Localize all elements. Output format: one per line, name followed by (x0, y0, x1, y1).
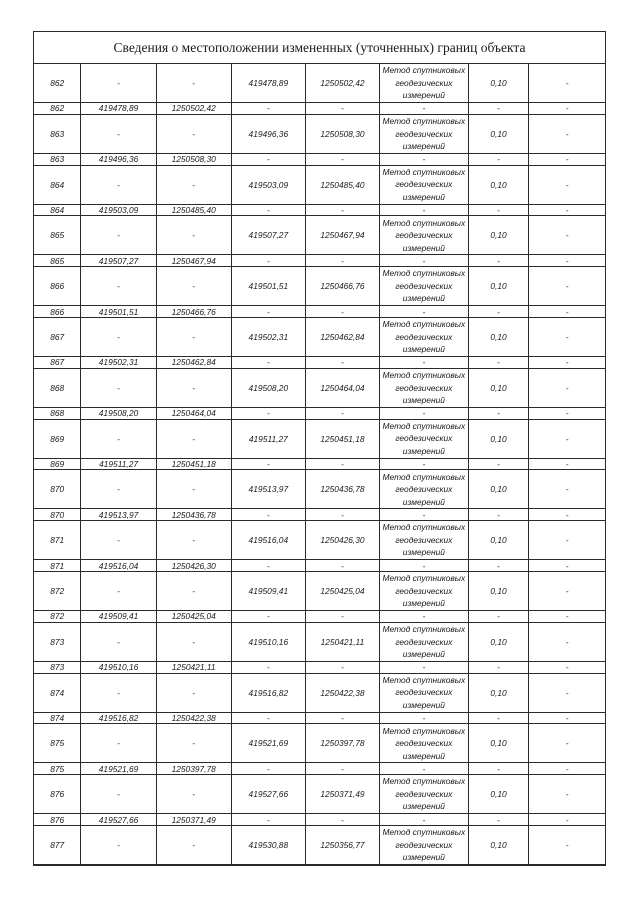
table-row-existing-point (34, 204, 605, 216)
old-x-cell: - (81, 470, 156, 509)
table-row-existing-point (34, 103, 605, 115)
method-cell: Метод спутниковых геодезических измерений (380, 216, 469, 255)
point-number-cell: 869 (34, 419, 81, 458)
old-x-cell: - (81, 521, 156, 560)
point-number-cell: 872 (34, 571, 81, 610)
new-x-cell: 419508,20 (231, 368, 305, 407)
new-y-cell: 1250421,11 (305, 622, 379, 661)
accuracy-cell: 0,10 (468, 368, 529, 407)
description-cell: - (529, 267, 605, 306)
description-cell: - (529, 470, 605, 509)
old-x-cell: 419527,66 (81, 814, 156, 826)
description-cell: - (529, 622, 605, 661)
old-x-cell: - (81, 622, 156, 661)
point-number-cell: 870 (34, 509, 81, 521)
description-cell: - (529, 712, 605, 724)
table-row-new-point (34, 419, 605, 458)
method-cell: Метод спутниковых геодезических измерений (380, 673, 469, 712)
old-y-cell: - (156, 470, 231, 509)
new-y-cell: - (305, 356, 379, 368)
method-cell: - (380, 712, 469, 724)
old-x-cell: 419508,20 (81, 407, 156, 419)
description-cell: - (529, 368, 605, 407)
old-y-cell: 1250508,30 (156, 153, 231, 165)
description-cell: - (529, 814, 605, 826)
description-cell: - (529, 571, 605, 610)
new-x-cell: - (231, 610, 305, 622)
new-y-cell: 1250422,38 (305, 673, 379, 712)
table-row-existing-point (34, 814, 605, 826)
new-y-cell: 1250436,78 (305, 470, 379, 509)
old-y-cell: - (156, 216, 231, 255)
description-cell: - (529, 724, 605, 763)
new-y-cell: 1250464,04 (305, 368, 379, 407)
old-y-cell: - (156, 571, 231, 610)
description-cell: - (529, 317, 605, 356)
old-y-cell: 1250466,76 (156, 306, 231, 318)
description-cell: - (529, 153, 605, 165)
old-y-cell: - (156, 267, 231, 306)
new-y-cell: 1250451,18 (305, 419, 379, 458)
old-x-cell: - (81, 64, 156, 103)
description-cell: - (529, 775, 605, 814)
old-y-cell: - (156, 521, 231, 560)
new-x-cell: 419511,27 (231, 419, 305, 458)
point-number-cell: 864 (34, 165, 81, 204)
new-x-cell: 419509,41 (231, 571, 305, 610)
old-y-cell: - (156, 673, 231, 712)
method-cell: - (380, 306, 469, 318)
description-cell: - (529, 763, 605, 775)
description-cell: - (529, 521, 605, 560)
point-number-cell: 868 (34, 368, 81, 407)
new-x-cell: - (231, 255, 305, 267)
point-number-cell: 871 (34, 560, 81, 572)
accuracy-cell: - (468, 153, 529, 165)
new-y-cell: - (305, 153, 379, 165)
description-cell: - (529, 64, 605, 103)
old-x-cell: - (81, 368, 156, 407)
old-x-cell: 419511,27 (81, 458, 156, 470)
new-y-cell: - (305, 103, 379, 115)
method-cell: - (380, 814, 469, 826)
description-cell: - (529, 407, 605, 419)
new-x-cell: 419507,27 (231, 216, 305, 255)
old-y-cell: 1250426,30 (156, 560, 231, 572)
point-number-cell: 864 (34, 204, 81, 216)
new-x-cell: 419501,51 (231, 267, 305, 306)
new-x-cell: 419530,88 (231, 825, 305, 864)
new-y-cell: - (305, 306, 379, 318)
accuracy-cell: - (468, 560, 529, 572)
old-x-cell: - (81, 419, 156, 458)
new-y-cell: 1250425,04 (305, 571, 379, 610)
table-row-new-point (34, 724, 605, 763)
new-x-cell: - (231, 509, 305, 521)
old-y-cell: 1250371,49 (156, 814, 231, 826)
new-y-cell: 1250462,84 (305, 317, 379, 356)
table-row-new-point (34, 673, 605, 712)
old-y-cell: - (156, 64, 231, 103)
table-row-existing-point (34, 610, 605, 622)
old-y-cell: - (156, 825, 231, 864)
point-number-cell: 875 (34, 724, 81, 763)
new-y-cell: - (305, 509, 379, 521)
point-number-cell: 876 (34, 814, 81, 826)
new-y-cell: 1250485,40 (305, 165, 379, 204)
new-x-cell: - (231, 204, 305, 216)
new-x-cell: - (231, 356, 305, 368)
new-x-cell: 419521,69 (231, 724, 305, 763)
table-row-new-point (34, 216, 605, 255)
description-cell: - (529, 356, 605, 368)
accuracy-cell: 0,10 (468, 419, 529, 458)
table-row-existing-point (34, 356, 605, 368)
old-x-cell: - (81, 114, 156, 153)
new-y-cell: - (305, 712, 379, 724)
old-y-cell: - (156, 165, 231, 204)
old-x-cell: 419501,51 (81, 306, 156, 318)
old-x-cell: - (81, 724, 156, 763)
old-x-cell: - (81, 775, 156, 814)
new-x-cell: 419496,36 (231, 114, 305, 153)
new-y-cell: - (305, 560, 379, 572)
method-cell: Метод спутниковых геодезических измерений (380, 775, 469, 814)
old-y-cell: 1250422,38 (156, 712, 231, 724)
method-cell: - (380, 763, 469, 775)
method-cell: - (380, 458, 469, 470)
method-cell: - (380, 509, 469, 521)
new-y-cell: 1250371,49 (305, 775, 379, 814)
new-x-cell: - (231, 763, 305, 775)
new-x-cell: 419516,82 (231, 673, 305, 712)
new-y-cell: - (305, 814, 379, 826)
accuracy-cell: - (468, 661, 529, 673)
new-y-cell: - (305, 407, 379, 419)
table-row-new-point (34, 317, 605, 356)
old-x-cell: - (81, 673, 156, 712)
method-cell: - (380, 356, 469, 368)
new-x-cell: - (231, 306, 305, 318)
table-row-new-point (34, 571, 605, 610)
table-title: Сведения о местоположении измененных (уточненных) границ объекта (34, 32, 605, 64)
point-number-cell: 868 (34, 407, 81, 419)
old-x-cell: 419513,97 (81, 509, 156, 521)
accuracy-cell: 0,10 (468, 114, 529, 153)
accuracy-cell: 0,10 (468, 673, 529, 712)
coordinates-table (34, 64, 605, 865)
old-y-cell: - (156, 622, 231, 661)
description-cell: - (529, 509, 605, 521)
new-x-cell: 419502,31 (231, 317, 305, 356)
table-row-existing-point (34, 712, 605, 724)
old-y-cell: 1250451,18 (156, 458, 231, 470)
old-y-cell: 1250485,40 (156, 204, 231, 216)
new-x-cell: - (231, 712, 305, 724)
description-cell: - (529, 114, 605, 153)
table-row-existing-point (34, 560, 605, 572)
accuracy-cell: 0,10 (468, 267, 529, 306)
method-cell: - (380, 661, 469, 673)
accuracy-cell: 0,10 (468, 317, 529, 356)
method-cell: Метод спутниковых геодезических измерений (380, 64, 469, 103)
old-x-cell: 419502,31 (81, 356, 156, 368)
table-row-new-point (34, 114, 605, 153)
accuracy-cell: 0,10 (468, 64, 529, 103)
point-number-cell: 875 (34, 763, 81, 775)
accuracy-cell: - (468, 407, 529, 419)
new-y-cell: 1250397,78 (305, 724, 379, 763)
point-number-cell: 876 (34, 775, 81, 814)
point-number-cell: 865 (34, 255, 81, 267)
method-cell: Метод спутниковых геодезических измерений (380, 419, 469, 458)
accuracy-cell: - (468, 103, 529, 115)
point-number-cell: 873 (34, 622, 81, 661)
old-y-cell: - (156, 724, 231, 763)
table-row-new-point (34, 775, 605, 814)
accuracy-cell: - (468, 610, 529, 622)
method-cell: Метод спутниковых геодезических измерений (380, 114, 469, 153)
table-row-existing-point (34, 661, 605, 673)
old-x-cell: 419510,16 (81, 661, 156, 673)
table-row-existing-point (34, 255, 605, 267)
point-number-cell: 866 (34, 267, 81, 306)
table-row-new-point (34, 368, 605, 407)
method-cell: Метод спутниковых геодезических измерений (380, 368, 469, 407)
new-x-cell: - (231, 661, 305, 673)
old-x-cell: - (81, 825, 156, 864)
point-number-cell: 867 (34, 356, 81, 368)
accuracy-cell: 0,10 (468, 521, 529, 560)
table-row-existing-point (34, 407, 605, 419)
table-row-new-point (34, 521, 605, 560)
point-number-cell: 862 (34, 64, 81, 103)
accuracy-cell: 0,10 (468, 470, 529, 509)
accuracy-cell: - (468, 356, 529, 368)
old-y-cell: 1250502,42 (156, 103, 231, 115)
old-y-cell: 1250421,11 (156, 661, 231, 673)
new-x-cell: 419510,16 (231, 622, 305, 661)
description-cell: - (529, 458, 605, 470)
method-cell: Метод спутниковых геодезических измерений (380, 622, 469, 661)
accuracy-cell: - (468, 712, 529, 724)
table-row-existing-point (34, 306, 605, 318)
description-cell: - (529, 216, 605, 255)
new-y-cell: 1250508,30 (305, 114, 379, 153)
old-x-cell: - (81, 571, 156, 610)
accuracy-cell: - (468, 509, 529, 521)
new-y-cell: - (305, 255, 379, 267)
old-y-cell: - (156, 317, 231, 356)
table-row-existing-point (34, 153, 605, 165)
point-number-cell: 867 (34, 317, 81, 356)
old-y-cell: 1250425,04 (156, 610, 231, 622)
new-y-cell: 1250502,42 (305, 64, 379, 103)
table-row-new-point (34, 267, 605, 306)
description-cell: - (529, 306, 605, 318)
old-x-cell: - (81, 216, 156, 255)
old-y-cell: - (156, 368, 231, 407)
description-cell: - (529, 103, 605, 115)
method-cell: Метод спутниковых геодезических измерений (380, 267, 469, 306)
description-cell: - (529, 560, 605, 572)
old-x-cell: 419516,82 (81, 712, 156, 724)
new-x-cell: 419503,09 (231, 165, 305, 204)
new-x-cell: - (231, 407, 305, 419)
method-cell: - (380, 407, 469, 419)
point-number-cell: 873 (34, 661, 81, 673)
new-y-cell: - (305, 661, 379, 673)
method-cell: Метод спутниковых геодезических измерений (380, 521, 469, 560)
accuracy-cell: 0,10 (468, 825, 529, 864)
method-cell: - (380, 103, 469, 115)
method-cell: - (380, 204, 469, 216)
old-x-cell: - (81, 317, 156, 356)
table-row-existing-point (34, 763, 605, 775)
method-cell: Метод спутниковых геодезических измерений (380, 470, 469, 509)
description-cell: - (529, 825, 605, 864)
old-y-cell: 1250462,84 (156, 356, 231, 368)
new-x-cell: 419527,66 (231, 775, 305, 814)
table-row-new-point (34, 64, 605, 103)
point-number-cell: 863 (34, 114, 81, 153)
point-number-cell: 872 (34, 610, 81, 622)
new-x-cell: - (231, 560, 305, 572)
table-row-new-point (34, 825, 605, 864)
new-y-cell: 1250356,77 (305, 825, 379, 864)
old-x-cell: 419509,41 (81, 610, 156, 622)
accuracy-cell: 0,10 (468, 571, 529, 610)
point-number-cell: 862 (34, 103, 81, 115)
new-x-cell: - (231, 458, 305, 470)
old-x-cell: 419478,89 (81, 103, 156, 115)
new-y-cell: 1250467,94 (305, 216, 379, 255)
point-number-cell: 863 (34, 153, 81, 165)
new-x-cell: - (231, 103, 305, 115)
method-cell: - (380, 153, 469, 165)
old-x-cell: 419496,36 (81, 153, 156, 165)
method-cell: - (380, 255, 469, 267)
accuracy-cell: - (468, 763, 529, 775)
point-number-cell: 869 (34, 458, 81, 470)
new-y-cell: - (305, 763, 379, 775)
new-y-cell: 1250466,76 (305, 267, 379, 306)
accuracy-cell: 0,10 (468, 165, 529, 204)
method-cell: Метод спутниковых геодезических измерений (380, 825, 469, 864)
new-x-cell: - (231, 814, 305, 826)
point-number-cell: 877 (34, 825, 81, 864)
new-y-cell: 1250426,30 (305, 521, 379, 560)
old-y-cell: - (156, 419, 231, 458)
table-row-new-point (34, 470, 605, 509)
accuracy-cell: - (468, 204, 529, 216)
old-x-cell: 419503,09 (81, 204, 156, 216)
old-y-cell: - (156, 775, 231, 814)
point-number-cell: 874 (34, 673, 81, 712)
description-cell: - (529, 204, 605, 216)
description-cell: - (529, 165, 605, 204)
method-cell: Метод спутниковых геодезических измерений (380, 571, 469, 610)
table-row-new-point (34, 622, 605, 661)
point-number-cell: 866 (34, 306, 81, 318)
point-number-cell: 865 (34, 216, 81, 255)
description-cell: - (529, 661, 605, 673)
table-row-existing-point (34, 458, 605, 470)
accuracy-cell: 0,10 (468, 775, 529, 814)
accuracy-cell: 0,10 (468, 622, 529, 661)
table-row-existing-point (34, 509, 605, 521)
accuracy-cell: - (468, 814, 529, 826)
old-y-cell: 1250464,04 (156, 407, 231, 419)
old-x-cell: 419507,27 (81, 255, 156, 267)
new-x-cell: 419516,04 (231, 521, 305, 560)
point-number-cell: 874 (34, 712, 81, 724)
description-cell: - (529, 255, 605, 267)
new-x-cell: - (231, 153, 305, 165)
old-x-cell: - (81, 165, 156, 204)
accuracy-cell: 0,10 (468, 724, 529, 763)
new-y-cell: - (305, 610, 379, 622)
old-x-cell: 419521,69 (81, 763, 156, 775)
new-y-cell: - (305, 458, 379, 470)
method-cell: Метод спутниковых геодезических измерений (380, 165, 469, 204)
old-x-cell: 419516,04 (81, 560, 156, 572)
boundary-table-sheet (33, 31, 606, 866)
old-y-cell: 1250467,94 (156, 255, 231, 267)
old-x-cell: - (81, 267, 156, 306)
description-cell: - (529, 610, 605, 622)
point-number-cell: 870 (34, 470, 81, 509)
new-x-cell: 419478,89 (231, 64, 305, 103)
method-cell: Метод спутниковых геодезических измерений (380, 317, 469, 356)
accuracy-cell: - (468, 458, 529, 470)
method-cell: Метод спутниковых геодезических измерений (380, 724, 469, 763)
accuracy-cell: - (468, 255, 529, 267)
new-y-cell: - (305, 204, 379, 216)
new-x-cell: 419513,97 (231, 470, 305, 509)
method-cell: - (380, 560, 469, 572)
method-cell: - (380, 610, 469, 622)
old-y-cell: 1250436,78 (156, 509, 231, 521)
description-cell: - (529, 419, 605, 458)
accuracy-cell: 0,10 (468, 216, 529, 255)
description-cell: - (529, 673, 605, 712)
table-row-new-point (34, 165, 605, 204)
old-y-cell: - (156, 114, 231, 153)
point-number-cell: 871 (34, 521, 81, 560)
accuracy-cell: - (468, 306, 529, 318)
old-y-cell: 1250397,78 (156, 763, 231, 775)
